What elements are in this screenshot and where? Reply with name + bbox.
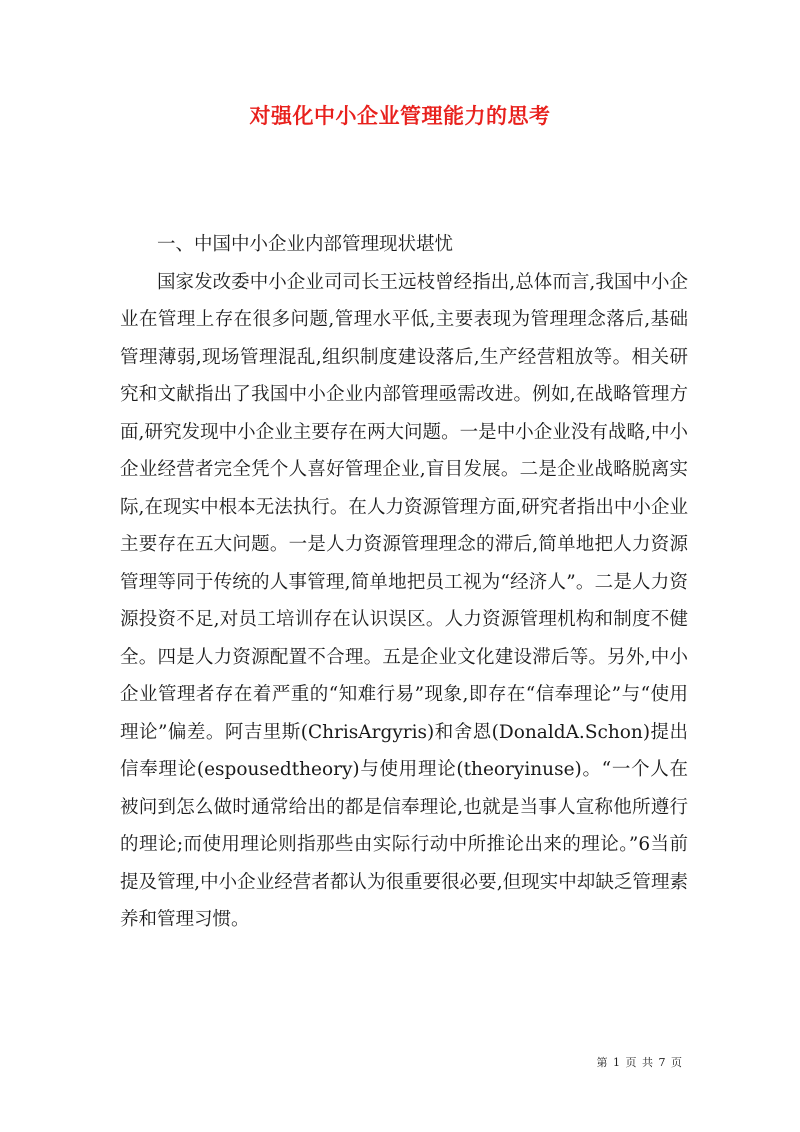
section-heading: 一、中国中小企业内部管理现状堪忧 xyxy=(157,234,454,255)
body-paragraph: 国家发改委中小企业司司长王远枝曾经指出,总体而言,我国中小企业在管理上存在很多问题,管理水平低,主要表现为管理理念落后,基础管理薄弱,现场管理混乱,组织制度建设落后,生产经营粗放等。相关研究和文献指出了我国中小企业内部管理亟需改进。例如,在战略管理方面,研究发现中小企业主要存在两大问题。一是中小企业没有战略,中小企业经营者完全凭个人喜好管理企业,盲目发展。二是企业战略脱离实际,在现实中根本无法执行。在人力资源管理方面,研究者指出中小企业主要存在五大问题。一是人力资源管理理念的滞后,简单地把人力资源管理等同于传统的人事管理,简单地把员工视为“经济人”。二是人力资源投资不足,对员工培训存在认识误区。人力资源管理机构和制度不健全。四是人力资源配置不合理。五是企业文化建设滞后等。另外,中小企业管理者存在着严重的“知难行易”现象,即存在“信奉理论”与“使用理论”偏差。阿吉里斯(ChrisArgyris)和舍恩(DonaldA.Schon)提出信奉理论(espousedtheory)与使用理论(theoryinuse)。“一个人在被问到怎么做时通常给出的都是信奉理论,也就是当事人宣称他所遵行的理论;而使用理论则指那些由实际行动中所推论出来的理论。”6当前提及管理,中小企业经营者都认为很重要很必要,但现实中却缺乏管理素养和管理习惯。 xyxy=(120,271,688,930)
document-body xyxy=(120,226,688,939)
document-title: 对强化中小企业管理能力的思考 xyxy=(249,103,551,128)
page-number-footer: 第 1 页 共 7 页 xyxy=(596,1056,683,1069)
